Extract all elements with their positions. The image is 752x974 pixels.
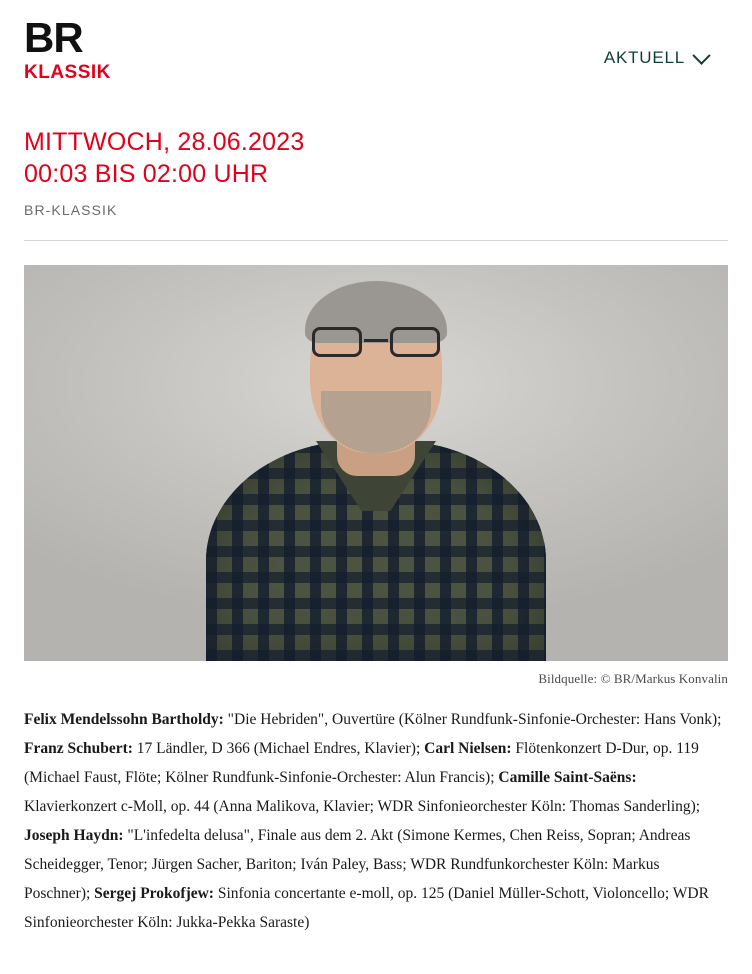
- nav-aktuell-label: AKTUELL: [603, 48, 685, 67]
- program-figure: [24, 265, 728, 687]
- broadcast-time: 00:03 BIS 02:00 UHR: [24, 160, 269, 188]
- chevron-down-icon: [692, 46, 710, 64]
- program-work: 17 Ländler, D 366 (Michael Endres, Klavier);: [132, 740, 425, 757]
- site-header: [0, 0, 752, 110]
- program-composer: Franz Schubert:: [24, 740, 133, 757]
- program-description: [24, 705, 728, 937]
- program-photo: [24, 265, 728, 661]
- glasses-lens-right: [390, 327, 440, 357]
- program-composer: Felix Mendelssohn Bartholdy:: [24, 711, 224, 728]
- program-text-runs: [24, 711, 721, 931]
- header-divider: [24, 240, 728, 241]
- program-composer: Joseph Haydn:: [24, 827, 124, 844]
- broadcast-title-block: [0, 110, 752, 241]
- program-work: Flötenkonzert D-Dur, op. 119 (Michael Faust, Flöte; Kölner Rundfunk-Sinfonie-Orchester: Alun Francis);: [24, 740, 699, 786]
- broadcast-date: MITTWOCH, 28.06.2023: [24, 128, 305, 156]
- glasses-bridge: [364, 339, 388, 342]
- image-credit: Bildquelle: © BR/Markus Konvalin: [538, 671, 728, 686]
- program-composer: Sergej Prokofjew:: [94, 885, 214, 902]
- program-work: Sinfonia concertante e-moll, op. 125 (Daniel Müller-Schott, Violoncello; WDR Sinfonieorchester Köln: Jukka-Pekka Saraste): [24, 885, 709, 931]
- br-klassik-logo[interactable]: [24, 14, 134, 84]
- program-work: Klavierkonzert c-Moll, op. 44 (Anna Malikova, Klavier; WDR Sinfonieorchester Köln: Thomas Sanderling);: [24, 798, 701, 815]
- broadcast-channel: BR-KLASSIK: [24, 202, 118, 218]
- program-work: "L'infedelta delusa", Finale aus dem 2. Akt (Simone Kermes, Chen Reiss, Sopran; Andreas Scheidegger, Tenor; Jürgen Sacher, Bariton; Iván Paley, Bass; WDR Rundfunkorchester Köln: Markus Poschner);: [24, 827, 691, 902]
- program-work: "Die Hebriden", Ouvertüre (Kölner Rundfunk-Sinfonie-Orchester: Hans Vonk);: [223, 711, 722, 728]
- logo-br-text: BR: [24, 14, 83, 61]
- program-composer: Carl Nielsen:: [424, 740, 512, 757]
- glasses-lens-left: [312, 327, 362, 357]
- program-composer: Camille Saint-Saëns:: [498, 769, 637, 786]
- nav-aktuell[interactable]: [604, 48, 708, 68]
- photo-subject-glasses-icon: [312, 327, 440, 361]
- logo-klassik-text: KLASSIK: [24, 62, 111, 83]
